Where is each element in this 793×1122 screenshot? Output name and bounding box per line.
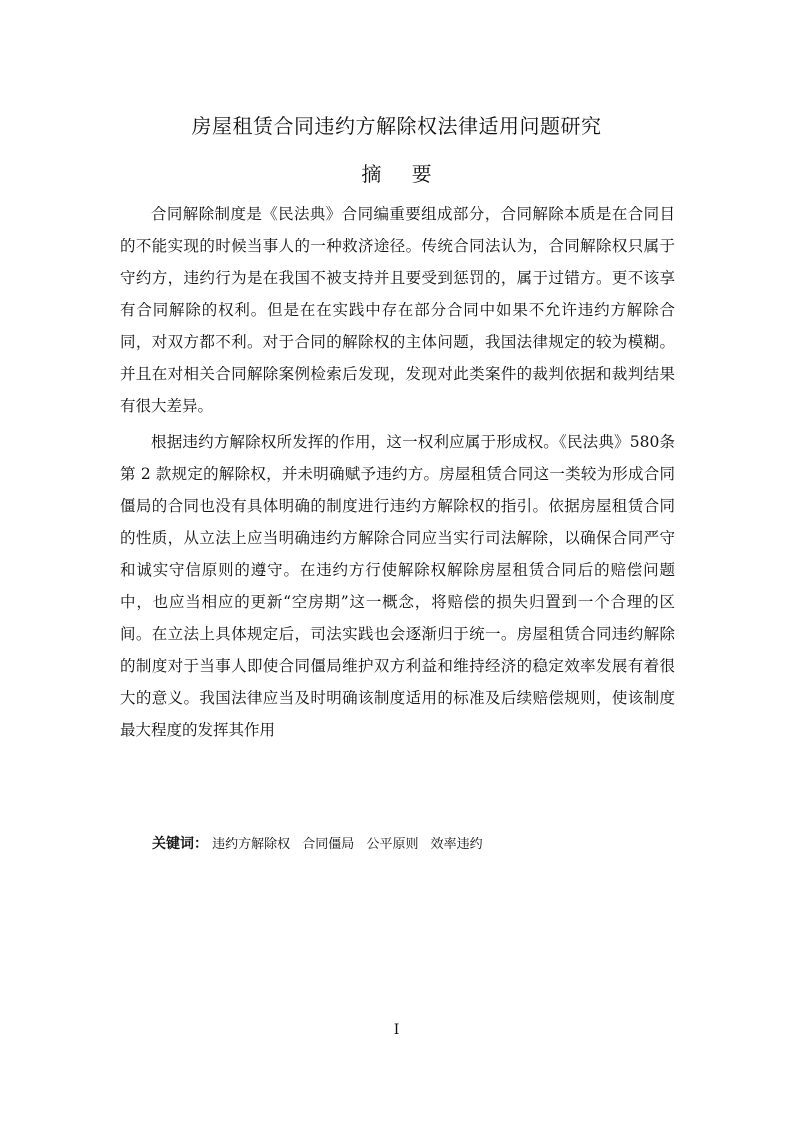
page-number: I [393, 1022, 400, 1038]
keywords-label: 关键词： [152, 836, 208, 852]
keyword-1: 违约方解除权 [212, 837, 291, 852]
abstract-body [120, 198, 675, 750]
abstract-paragraph-2: 根据违约方解除权所发挥的作用，这一权利应属于形成权。《民法典》580条第 2 款规定的解除权，并未明确赋予违约方。房屋租赁合同这一类较为形成合同僵局的合同也没有具体明确的制度进行违约方解除权的指引。依据房屋租赁合同的性质，从立法上应当明确违约方解除合同应当实行司法解除，以确保合同严守和诚实守信原则的遵守。在违约方行使解除权解除房屋租赁合同后的赔偿问题中，也应当相应的更新“空房期”这一概念，将赔偿的损失归置到一个合理的区间。在立法上具体规定后，司法实践也会逐渐归于统一。房屋租赁合同违约解除的制度对于当事人即使合同僵局维护双方利益和维持经济的稳定效率发展有着很大的意义。我国法律应当及时明确该制度适用的标准及后续赔偿规则，使该制度最大程度的发挥其作用 [120, 433, 675, 739]
keywords-line [152, 832, 672, 857]
abstract-paragraph-1: 合同解除制度是《民法典》合同编重要组成部分，合同解除本质是在合同目的不能实现的时候当事人的一种救济途径。传统合同法认为，合同解除权只属于守约方，违约行为是在我国不被支持并且要受到惩罚的，属于过错方。更不该享有合同解除的权利。但是在在实践中存在部分合同中如果不允许违约方解除合同，对双方都不利。对于合同的解除权的主体问题，我国法律规定的较为模糊。并且在对相关合同解除案例检索后发现，发现对此类案件的裁判依据和裁判结果有很大差异。 [120, 205, 675, 415]
abstract-heading: 摘 要 [361, 162, 444, 186]
keyword-2: 合同僵局 [302, 837, 355, 852]
keyword-3: 公平原则 [366, 837, 419, 852]
keyword-4: 效率违约 [430, 837, 483, 852]
document-title: 房屋租赁合同违约方解除权法律适用问题研究 [191, 114, 602, 138]
